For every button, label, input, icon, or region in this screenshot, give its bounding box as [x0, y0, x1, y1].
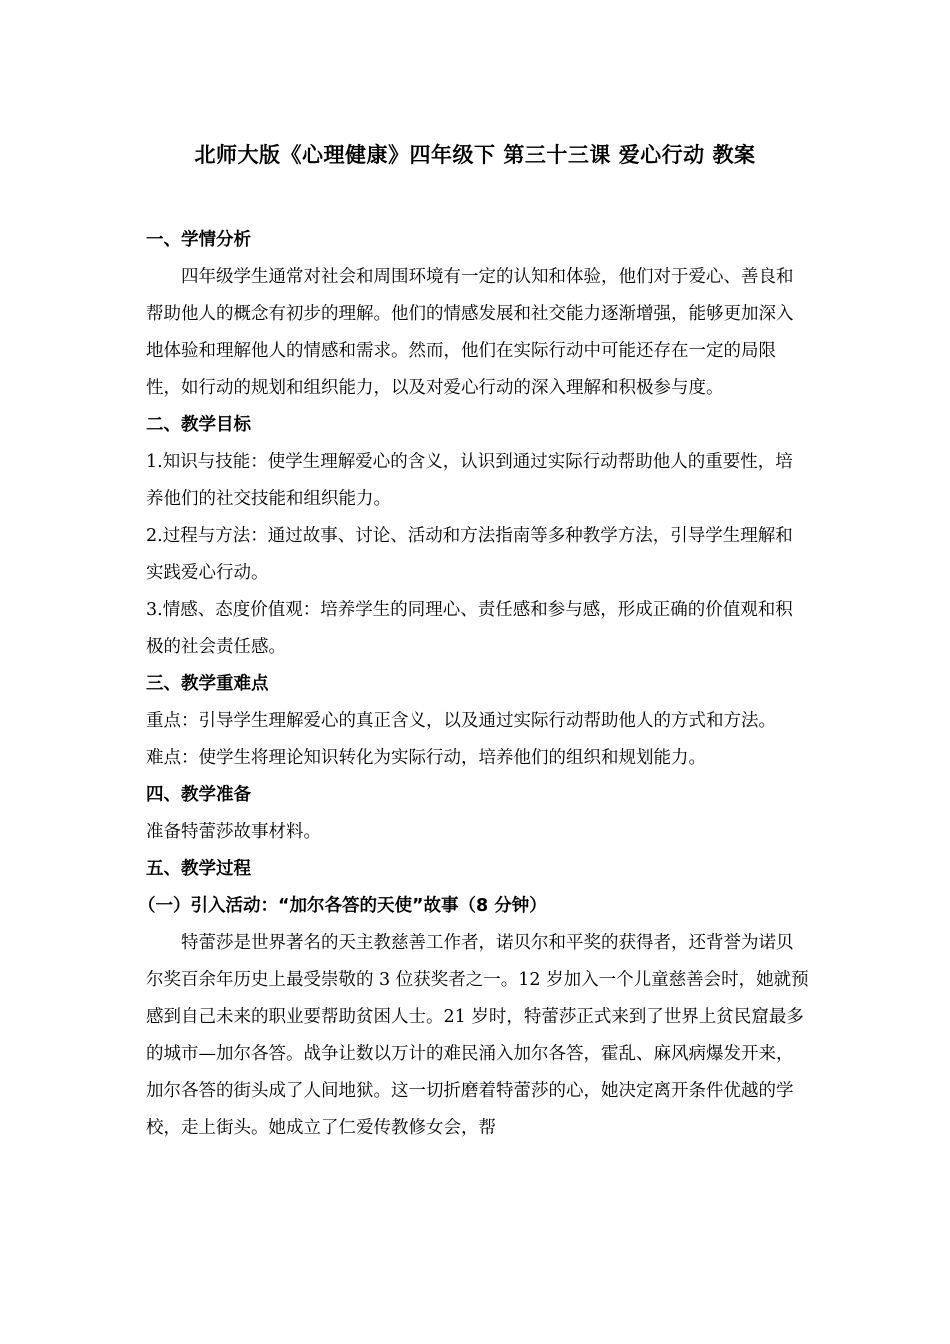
analysis-paragraph: 四年级学生通常对社会和周围环境有一定的认知和体验，他们对于爱心、善良和帮助他人的概念有初步的理解。他们的情感发展和社交能力逐渐增强，能够更加深入地体验和理解他人的情感和需求。然而，他们在实际行动中可能还存在一定的局限性，如行动的规划和组织能力，以及对爱心行动的深入理解和积极参与度。 [146, 267, 794, 398]
objective-item-emotion: 3.情感、态度价值观：培养学生的同理心、责任感和参与感，形成正确的价值观和积极的社会责任感。 [146, 600, 793, 657]
story-paragraph: 特蕾莎是世界著名的天主教慈善工作者，诺贝尔和平奖的获得者，还背誉为诺贝尔奖百余年历史上最受崇敬的 3 位获奖者之一。12 岁加入一个儿童慈善会时，她就预感到自己未来的职业要帮助贫困人士。21 岁时，特蕾莎正式来到了世界上贫民窟最多的城市—加尔各答。战争让数以万计的难民涌入加尔各答，霍乱、麻风病爆发开来，加尔各答的街头成了人间地狱。这一切折磨着特蕾莎的心，她决定离开条件优越的学校，走上街头。她成立了仁爱传教修女会，帮 [146, 933, 809, 1138]
preparation-paragraph: 准备特蕾莎故事材料。 [146, 822, 321, 842]
document-body [138, 222, 810, 1147]
section-heading-objectives: 二、教学目标 [146, 415, 251, 435]
section-heading-preparation: 四、教学准备 [146, 785, 251, 805]
difficult-point-paragraph: 难点：使学生将理论知识转化为实际行动，培养他们的组织和规划能力。 [146, 748, 706, 768]
objective-item-knowledge: 1.知识与技能：使学生理解爱心的含义，认识到通过实际行动帮助他人的重要性，培养他们的社交技能和组织能力。 [146, 452, 793, 509]
objective-item-process: 2.过程与方法：通过故事、讨论、活动和方法指南等多种教学方法，引导学生理解和实践爱心行动。 [146, 526, 793, 583]
document-title: 北师大版《心理健康》四年级下 第三十三课 爱心行动 教案 [194, 143, 756, 167]
section-heading-key-points: 三、教学重难点 [146, 674, 269, 694]
section-heading-process: 五、教学过程 [146, 859, 251, 879]
subsection-heading-intro-activity: （一）引入活动：“加尔各答的天使”故事（8 分钟） [138, 896, 547, 916]
key-point-paragraph: 重点：引导学生理解爱心的真正含义，以及通过实际行动帮助他人的方式和方法。 [146, 711, 776, 731]
section-heading-analysis: 一、学情分析 [146, 230, 251, 250]
